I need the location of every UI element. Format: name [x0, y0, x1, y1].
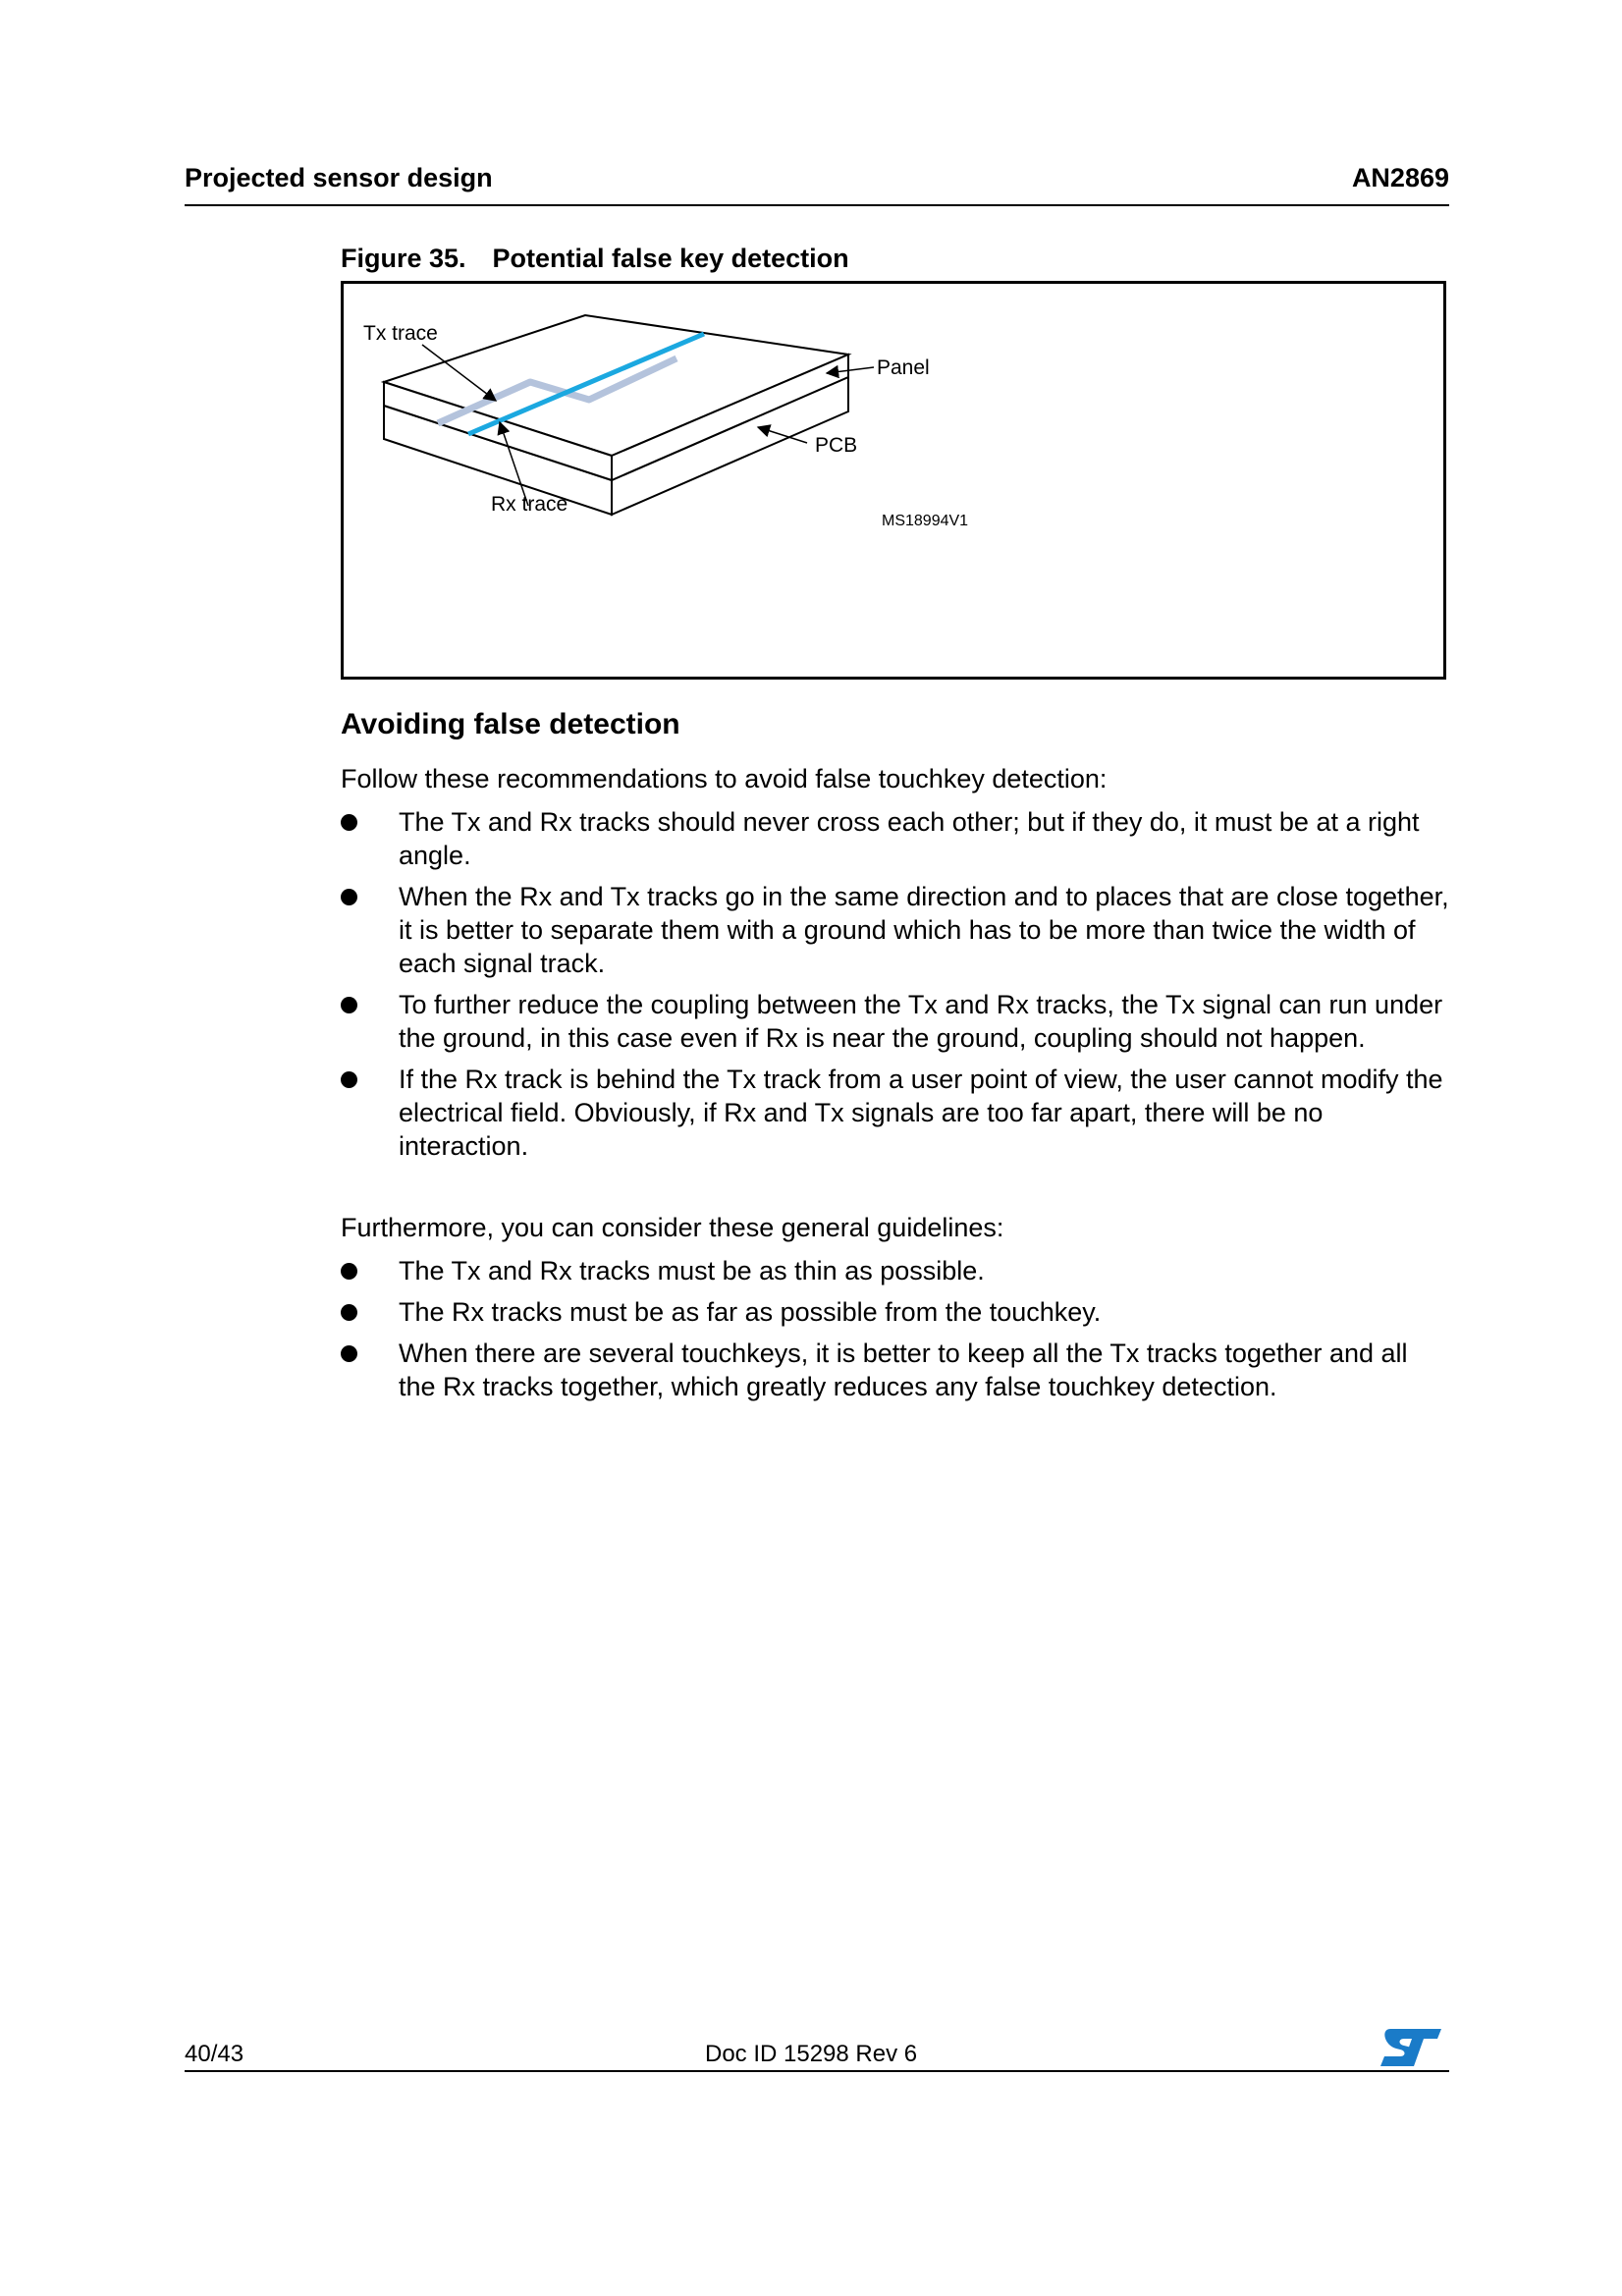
guidelines-list	[341, 1254, 1450, 1411]
panel-label: Panel	[877, 356, 930, 379]
bullet-icon	[341, 814, 357, 831]
pcb-label: PCB	[815, 434, 858, 457]
figure-frame	[341, 281, 1446, 680]
rx-trace-label: Rx trace	[491, 493, 568, 516]
st-logo-icon	[1377, 2027, 1445, 2068]
guidelines-intro: Furthermore, you can consider these general guidelines:	[341, 1213, 1004, 1242]
bullet-icon	[341, 1263, 357, 1280]
figure-caption: Figure 35. Potential false key detection	[341, 244, 849, 273]
bullet-icon	[341, 889, 357, 905]
list-item: When the Rx and Tx tracks go in the same direction and to places that are close together, it is better to separate them with a ground which has to be more than twice the width of each signal track.	[341, 880, 1450, 980]
figure-id: MS18994V1	[882, 513, 969, 529]
bullet-icon	[341, 997, 357, 1013]
page-header	[185, 157, 1449, 206]
section-heading: Avoiding false detection	[341, 708, 680, 740]
list-item: If the Rx track is behind the Tx track from a user point of view, the user cannot modify the electrical field. Obviously, if Rx and Tx signals are too far apart, there will be no interaction.	[341, 1063, 1450, 1163]
intro-paragraph: Follow these recommendations to avoid false touchkey detection:	[341, 764, 1108, 793]
bullet-icon	[341, 1345, 357, 1362]
tx-trace-label: Tx trace	[363, 322, 438, 345]
document-number: AN2869	[1351, 163, 1449, 192]
page-number: 40/43	[185, 2041, 244, 2067]
list-item: The Rx tracks must be as far as possible from the touchkey.	[341, 1295, 1450, 1329]
page-footer	[185, 2027, 1449, 2072]
section-title: Projected sensor design	[185, 163, 493, 192]
recommendations-list	[341, 805, 1450, 1171]
list-item: When there are several touchkeys, it is better to keep all the Tx tracks together and all the Rx tracks together, which greatly reduces any false touchkey detection.	[341, 1337, 1450, 1403]
bullet-icon	[341, 1304, 357, 1321]
sensor-diagram	[344, 284, 1443, 677]
doc-id: Doc ID 15298 Rev 6	[705, 2041, 918, 2067]
bullet-icon	[341, 1071, 357, 1088]
list-item: The Tx and Rx tracks must be as thin as possible.	[341, 1254, 1450, 1287]
list-item: The Tx and Rx tracks should never cross each other; but if they do, it must be at a right angle.	[341, 805, 1450, 872]
list-item: To further reduce the coupling between the Tx and Rx tracks, the Tx signal can run under the ground, in this case even if Rx is near the ground, coupling should not happen.	[341, 988, 1450, 1055]
